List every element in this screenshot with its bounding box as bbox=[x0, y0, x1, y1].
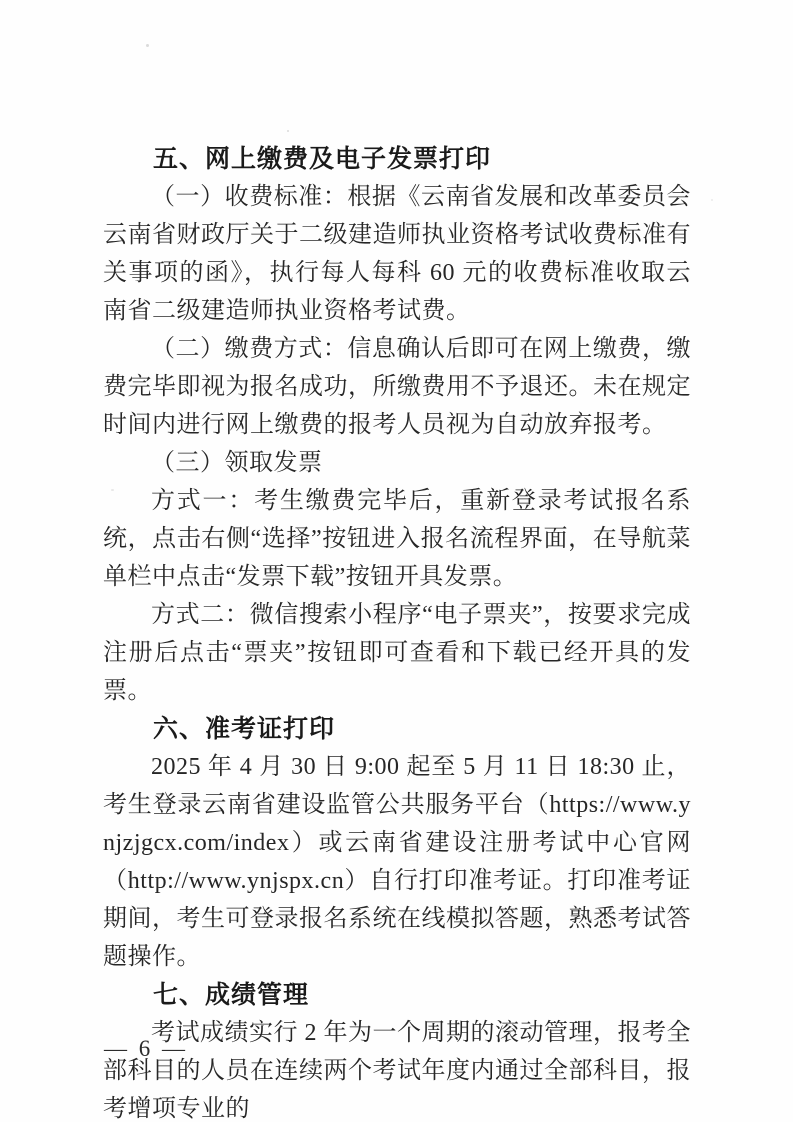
section-heading: 五、网上缴费及电子发票打印 bbox=[153, 145, 492, 173]
document-body bbox=[103, 140, 716, 1122]
body-paragraph: 方式二：微信搜索小程序“电子票夹”，按要求完成注册后点击“票夹”按钮即可查看和下载已经开具的发票。 bbox=[103, 602, 691, 704]
body-paragraph: 方式一：考生缴费完毕后，重新登录考试报名系统，点击右侧“选择”按钮进入报名流程界面，在导航菜单栏中点击“发票下载”按钮开具发票。 bbox=[103, 488, 691, 590]
scan-speck bbox=[146, 44, 149, 47]
scan-speck bbox=[287, 130, 289, 132]
body-paragraph: 2025 年 4 月 30 日 9:00 起至 5 月 11 日 18:30 止，考生登录云南省建设监管公共服务平台（https://www.ynjzjgcx.com/index）或云南省建设注册考试中心官网（http://www.ynjspx.cn）自行打印准考证。打印准考证期间，考生可登录报名系统在线模拟答题，熟悉考试答题操作。 bbox=[103, 754, 691, 970]
section-heading: 六、准考证打印 bbox=[153, 715, 336, 743]
body-paragraph: （二）缴费方式：信息确认后即可在网上缴费，缴费完毕即视为报名成功，所缴费用不予退还。未在规定时间内进行网上缴费的报考人员视为自动放弃报考。 bbox=[103, 336, 691, 438]
body-paragraph: （三）领取发票 bbox=[151, 450, 323, 476]
body-paragraph: （一）收费标准：根据《云南省发展和改革委员会 云南省财政厅关于二级建造师执业资格考试收费标准有关事项的函》，执行每人每科 60 元的收费标准收取云南省二级建造师执业资格考试费。 bbox=[103, 184, 716, 324]
page-number: — 6 — bbox=[104, 1036, 188, 1061]
section-heading: 七、成绩管理 bbox=[153, 981, 310, 1009]
body-paragraph: 考试成绩实行 2 年为一个周期的滚动管理，报考全部科目的人员在连续两个考试年度内通过全部科目，报考增项专业的 bbox=[103, 1020, 691, 1122]
